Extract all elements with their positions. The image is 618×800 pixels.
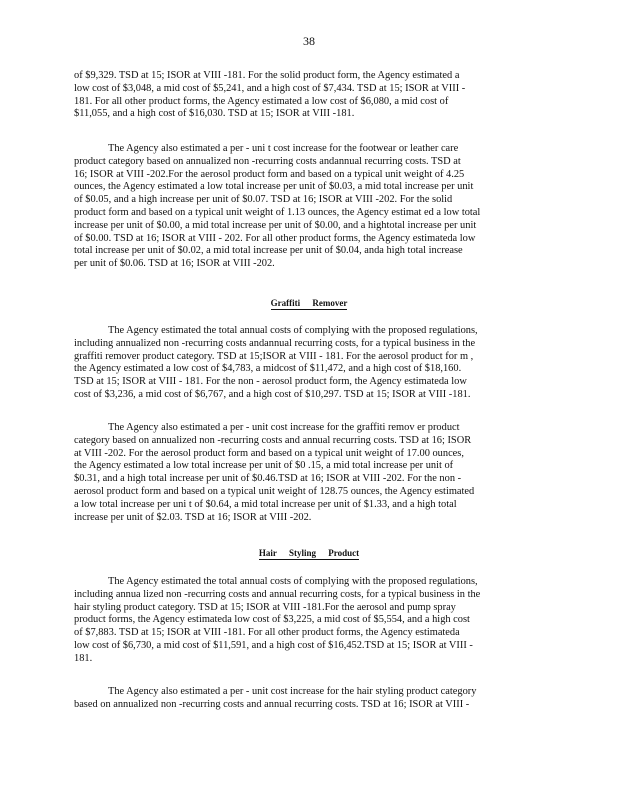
text-line: at VIII -202. For the aerosol product form and based on a typical unit weight of 17.00 ounces, [74, 447, 464, 459]
text-line: per unit of $0.06. TSD at 16; ISOR at VIII -202. [74, 258, 275, 270]
page-number: 38 [303, 34, 315, 48]
text-line: product form and based on a typical unit weight of 1.13 ounces, the Agency estimat ed a low total [74, 206, 481, 218]
text-line: The Agency estimated the total annual costs of complying with the proposed regulations, [108, 325, 478, 336]
text-line: of $9,329. TSD at 15; ISOR at VIII -181. For the solid product form, the Agency estimated a [74, 70, 460, 81]
text-line: product category based on annualized non -recurring costs andannual recurring costs. TSD at [74, 155, 461, 167]
text-line: the Agency estimated a low total increase per unit of $0 .15, a mid total increase per unit of [74, 460, 454, 472]
paragraph-solid-product-costs [74, 70, 546, 121]
section-heading-graffiti-remover [0, 298, 618, 308]
text-line: cost of $3,236, a mid cost of $6,767, and a high cost of $10,297. TSD at 15; ISOR at VIII -181. [74, 388, 471, 400]
text-line: low cost of $3,048, a mid cost of $5,241, and a high cost of $7,434. TSD at 15; ISOR at VIII - [74, 82, 466, 94]
heading-text: Graffiti Remover [270, 298, 348, 308]
text-line: 181. [74, 652, 93, 664]
text-line: increase per unit of $2.03. TSD at 16; ISOR at VIII -202. [74, 511, 312, 523]
section-heading-hair-styling-product [0, 548, 618, 558]
text-line: of $0.05, and a high increase per unit of $0.07. TSD at 16; ISOR at VIII -202. For the solid [74, 194, 453, 206]
text-line: The Agency also estimated a per - unit cost increase for the hair styling product category [108, 686, 477, 697]
text-line: aerosol product form and based on a typical unit weight of 128.75 ounces, the Agency estimated [74, 485, 475, 497]
paragraph-graffiti-per-unit-costs [74, 422, 546, 524]
text-line: 16; ISOR at VIII -202.For the aerosol product form and based on a typical unit weight of 4.25 [74, 168, 465, 180]
text-line: increase per unit of $0.00, a mid total increase per unit of $0.00, and a hightotal increase per unit [74, 219, 477, 231]
text-line: based on annualized non -recurring costs and annual recurring costs. TSD at 16; ISOR at VIII - [74, 698, 470, 710]
text-line: category based on annualized non -recurring costs and annual recurring costs. TSD at 16; ISOR [74, 434, 472, 446]
text-line: low cost of $6,730, a mid cost of $11,591, and a high cost of $16,452.TSD at 15; ISOR at VIII - [74, 639, 473, 651]
text-line: 181. For all other product forms, the Agency estimated a low cost of $6,080, a mid cost of [74, 95, 449, 107]
text-line: $0.31, and a high total increase per unit of $0.46.TSD at 16; ISOR at VIII -202. For the non - [74, 473, 462, 485]
text-line: The Agency also estimated a per - unit cost increase for the graffiti remov er product [108, 422, 460, 433]
text-line: the Agency estimated a low cost of $4,783, a midcost of $11,472, and a high cost of $18,160. [74, 363, 462, 375]
heading-text: Hair Styling Product [258, 548, 360, 558]
text-line: TSD at 15; ISOR at VIII - 181. For the non - aerosol product form, the Agency estimateda low [74, 376, 467, 388]
text-line: of $0.00. TSD at 16; ISOR at VIII - 202. For all other product forms, the Agency estimateda low [74, 232, 476, 244]
text-line: graffiti remover product category. TSD at 15;ISOR at VIII - 181. For the aerosol product for m , [74, 350, 474, 362]
text-line: including annualized non -recurring costs andannual recurring costs, for a typical business in the [74, 337, 476, 349]
paragraph-hair-styling-total-costs [74, 576, 546, 666]
text-line: $11,055, and a high cost of $16,030. TSD at 15; ISOR at VIII -181. [74, 108, 355, 120]
text-line: hair styling product category. TSD at 15; ISOR at VIII -181.For the aerosol and pump spray [74, 601, 456, 613]
text-line: The Agency estimated the total annual costs of complying with the proposed regulations, [108, 576, 478, 587]
text-line: of $7,883. TSD at 15; ISOR at VIII -181. For all other product forms, the Agency estimateda [74, 627, 460, 639]
text-line: total increase per unit of $0.02, a mid total increase per unit of $0.04, anda high total increase [74, 245, 463, 257]
text-line: a low total increase per uni t of $0.64, a mid total increase per unit of $1.33, and a high total [74, 498, 457, 510]
text-line: including annua lized non -recurring costs and annual recurring costs, for a typical business in the [74, 588, 481, 600]
text-line: ounces, the Agency estimated a low total increase per unit of $0.03, a mid total increase per unit [74, 181, 474, 193]
paragraph-hair-styling-per-unit-costs [74, 686, 546, 712]
paragraph-graffiti-total-costs [74, 325, 546, 402]
text-line: The Agency also estimated a per - uni t cost increase for the footwear or leather care [108, 143, 459, 154]
text-line: product forms, the Agency estimateda low cost of $3,225, a mid cost of $5,554, and a high cost [74, 614, 470, 626]
paragraph-footwear-per-unit-costs [74, 143, 546, 271]
